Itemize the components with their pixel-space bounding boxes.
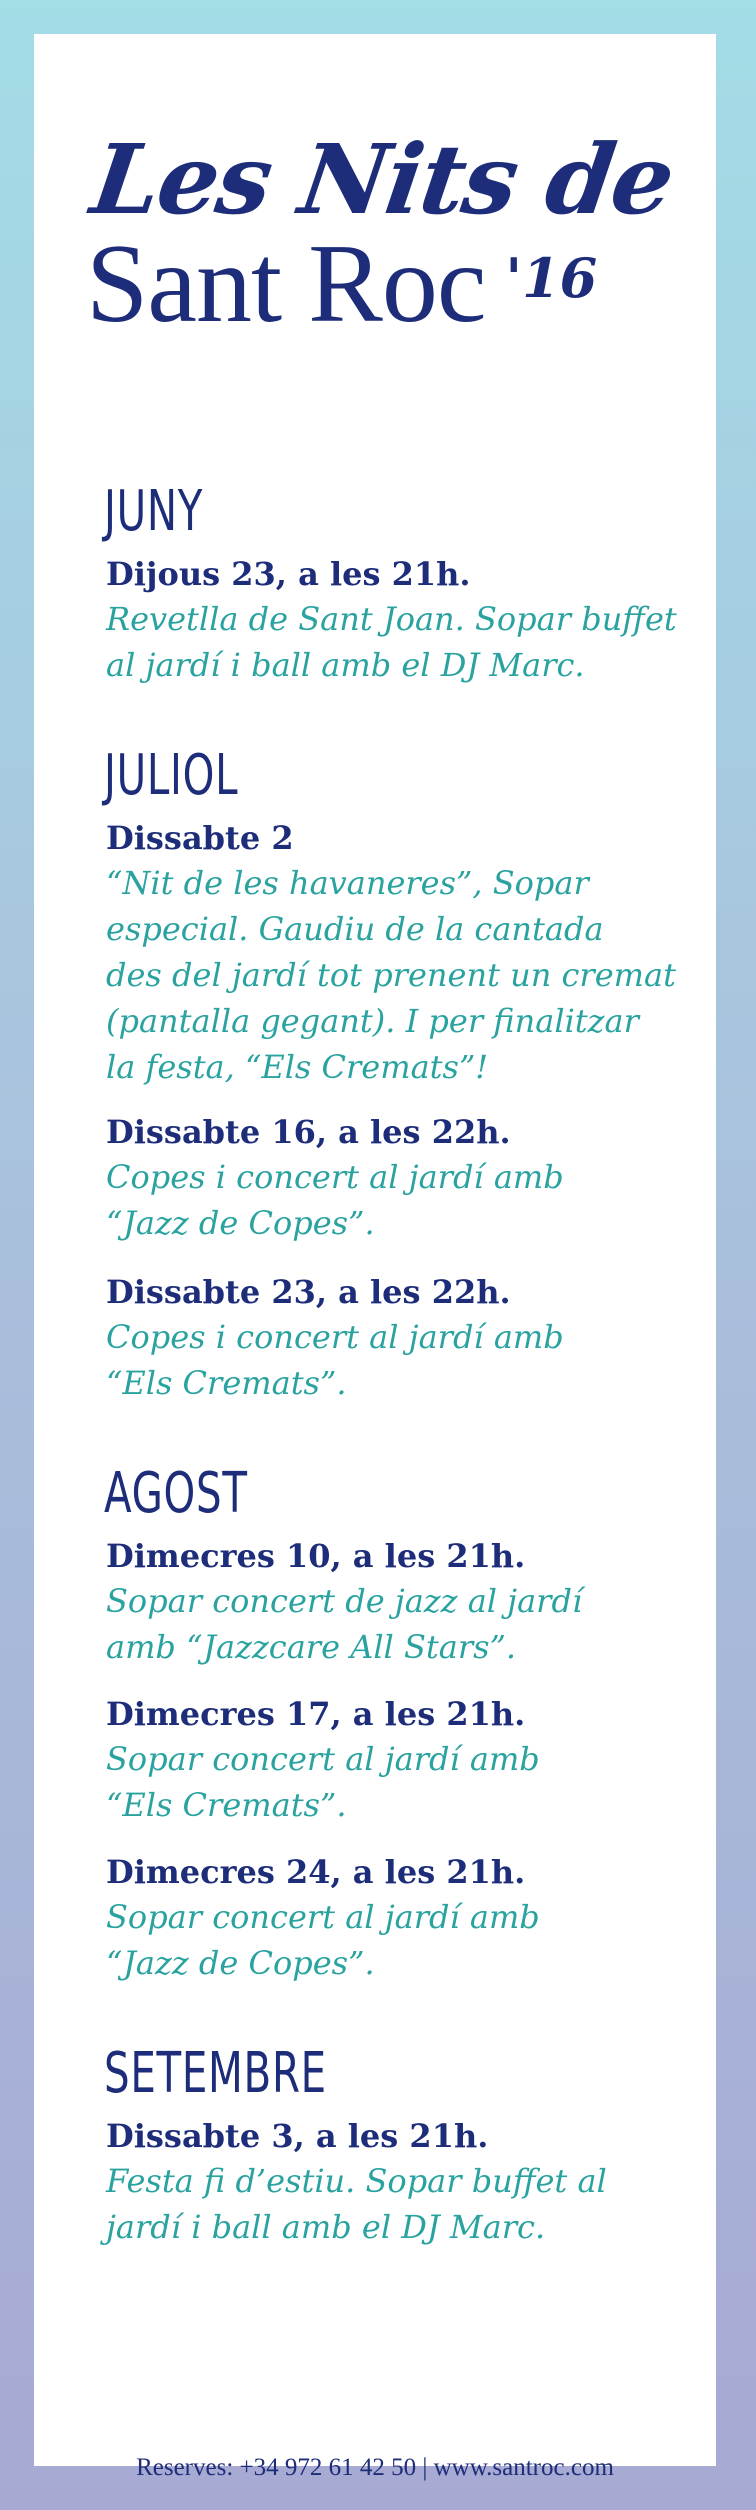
event-date: Dimecres 17, a les 21h. — [106, 1695, 526, 1733]
event-date: Dijous 23, a les 21h. — [106, 555, 471, 593]
event-description: Sopar concert al jardí amb “Els Cremats”. — [106, 1740, 540, 1824]
event-agost-2 — [106, 1692, 706, 1828]
event-date: Dissabte 23, a les 22h. — [106, 1273, 511, 1311]
title-script-line: Les Nits de — [85, 123, 680, 236]
event-description: Copes i concert al jardí amb “Els Cremats”. — [106, 1318, 564, 1402]
event-description: Revetlla de Sant Joan. Sopar buffet al jardí i ball amb el DJ Marc. — [106, 600, 677, 684]
month-heading-agost: AGOST — [104, 1461, 248, 1526]
month-heading-juliol: JULIOL — [104, 743, 239, 808]
month-heading-juny: JUNY — [104, 479, 204, 544]
event-juny-1 — [106, 552, 706, 688]
month-heading-setembre: SETEMBRE — [104, 2041, 327, 2106]
event-description: Copes i concert al jardí amb “Jazz de Copes”. — [106, 1158, 564, 1242]
reservations-footer: Reserves: +34 972 61 42 50 | www.santroc.com — [136, 2454, 614, 2481]
flyer-card — [34, 34, 716, 2481]
title-main-row — [86, 224, 706, 344]
event-date: Dimecres 24, a les 21h. — [106, 1853, 526, 1891]
event-date: Dissabte 3, a les 21h. — [106, 2117, 489, 2155]
event-description: “Nit de les havaneres”, Sopar especial. Gaudiu de la cantada des del jardí tot prenent un cremat (pantalla gegant). I per finalitzar la festa, “Els Cremats”! — [106, 864, 676, 1086]
event-description: Sopar concert de jazz al jardí amb “Jazzcare All Stars”. — [106, 1582, 583, 1666]
event-juliol-3 — [106, 1270, 706, 1406]
event-date: Dimecres 10, a les 21h. — [106, 1537, 526, 1575]
title-block — [85, 123, 706, 346]
event-agost-1 — [106, 1534, 706, 1670]
event-juliol-2 — [106, 1110, 706, 1246]
event-juliol-1 — [106, 816, 706, 1090]
event-setembre-1 — [106, 2114, 706, 2250]
event-date: Dissabte 2 — [106, 819, 294, 857]
title-main-line: Sant Roc — [86, 222, 486, 346]
event-description: Festa fi d’estiu. Sopar buffet al jardí i ball amb el DJ Marc. — [106, 2162, 607, 2246]
event-description: Sopar concert al jardí amb “Jazz de Copes”. — [106, 1898, 540, 1982]
event-date: Dissabte 16, a les 22h. — [106, 1113, 511, 1151]
title-year: '16 — [505, 246, 598, 310]
event-agost-3 — [106, 1850, 706, 1986]
